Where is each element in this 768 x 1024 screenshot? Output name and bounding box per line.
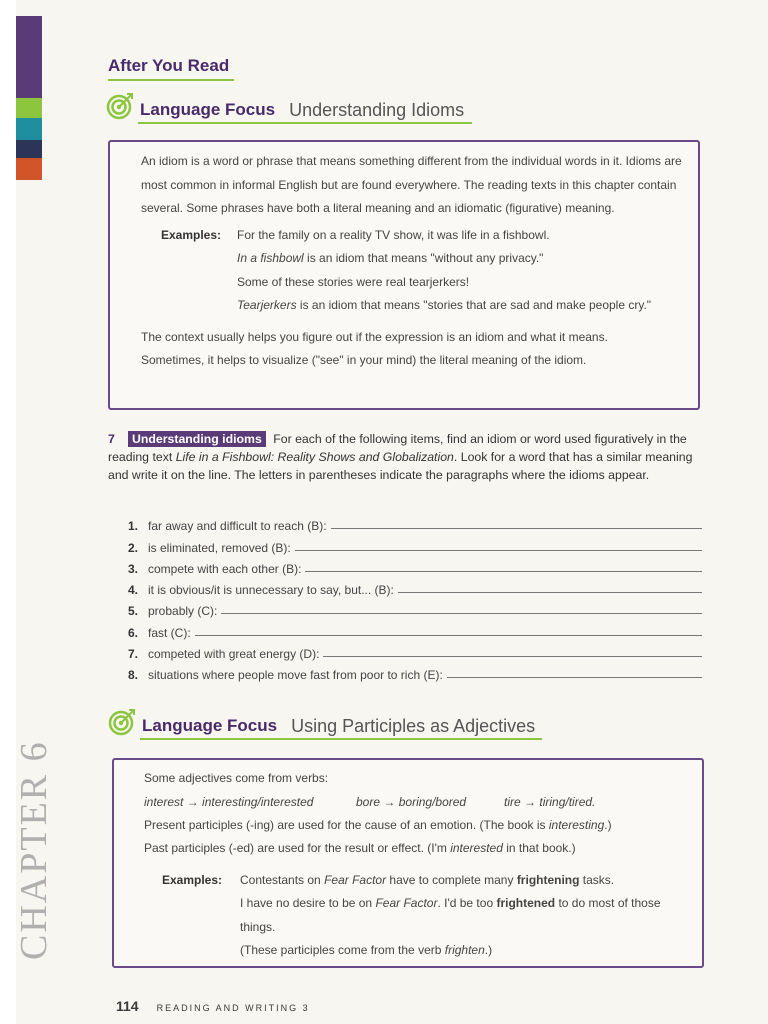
answer-row (128, 555, 702, 576)
verb-conversion: tire → tiring/tired. (504, 794, 596, 809)
item-number: 6. (128, 625, 139, 640)
chapter-tab-teal (16, 118, 42, 140)
idioms-info-box (108, 140, 700, 410)
item-prompt: it is obvious/it is unnecessary to say, but... (B): (148, 583, 394, 598)
reading-title: Life in a Fishbowl: Reality Shows and Globalization (175, 450, 454, 464)
language-focus-heading (108, 708, 535, 736)
example-sentence: I have no desire to be on Fear Factor. I'd be too frightened to do most of those (240, 896, 661, 910)
target-icon (108, 708, 136, 736)
verb-conversion: bore → boring/bored (356, 794, 467, 809)
example-sentence: Contestants on Fear Factor have to complete many frightening tasks. (240, 872, 615, 887)
example-explanation: Tearjerkers is an idiom that means "stories that are sad and make people cry." (237, 298, 652, 312)
arrow-icon: → (524, 794, 537, 809)
answer-blank[interactable] (323, 656, 702, 657)
item-number: 5. (128, 604, 139, 619)
past-participle-rule: Past participles (-ed) are used for the result or effect. (I'm interested in that book.) (144, 841, 576, 855)
example-explanation: In a fishbowl is an idiom that means "without any privacy." (237, 251, 544, 265)
item-number: 8. (128, 668, 139, 683)
arrow-icon: → (186, 794, 199, 809)
answer-blank[interactable] (195, 635, 702, 636)
participles-intro: Some adjectives come from verbs: (144, 771, 329, 785)
chapter-tab-navy (16, 140, 42, 158)
examples-label: Examples: (162, 872, 223, 887)
chapter-tab-orange (16, 158, 42, 180)
examples-block (141, 224, 684, 318)
example-note: (These participles come from the verb frighten.) (240, 943, 493, 957)
examples-block (144, 869, 688, 963)
exercise-instructions: 7 Understanding idioms For each of the following items, find an idiom or word used figuratively in the reading text Life in a Fishbowl: Reality Shows and Globalization. Look for a word that has a similar meaning and write it on the line. The letters in parentheses indicate the paragraphs where the idioms appear. (108, 432, 693, 482)
answer-row (128, 576, 702, 597)
answer-row (128, 661, 702, 682)
intro-text: An idiom is a word or phrase that means something different from the individual words in it. Idioms are most common in informal English but are found everywhere. The reading texts in this chapter contain several. Some phrases have both a literal meaning and an idiomatic (figurative) meaning. (141, 154, 682, 215)
item-prompt: competed with great energy (D): (148, 647, 320, 662)
answer-row (128, 512, 702, 533)
context-text: The context usually helps you figure out if the expression is an idiom and what it means. (141, 329, 608, 344)
page-number: 114 (116, 998, 139, 1014)
focus-subtitle: Using Participles as Adjectives (291, 716, 536, 736)
examples-lines (240, 869, 661, 963)
answer-row (128, 597, 702, 618)
heading-rule (140, 738, 542, 740)
chapter-tab-purple (16, 16, 42, 98)
answer-row (128, 533, 702, 554)
present-participle-rule: Present participles (-ing) are used for the cause of an emotion. (The book is interesting.) (144, 817, 612, 832)
exercise-number: 7 (108, 432, 115, 446)
answer-blank[interactable] (305, 571, 702, 572)
conversion-row (144, 791, 688, 814)
focus-subtitle: Understanding Idioms (289, 100, 465, 120)
language-focus-heading (106, 92, 464, 120)
exercise-badge: Understanding idioms (128, 431, 266, 447)
answer-blank[interactable] (331, 528, 702, 529)
item-prompt: situations where people move fast from poor to rich (E): (148, 668, 443, 683)
answer-blank[interactable] (295, 550, 702, 551)
item-number: 1. (128, 519, 139, 534)
item-number: 3. (128, 561, 139, 576)
section-heading: After You Read (108, 56, 234, 81)
examples-label: Examples: (161, 227, 222, 242)
item-prompt: compete with each other (B): (148, 561, 302, 576)
verb-conversion: interest → interesting/interested (144, 794, 314, 809)
item-prompt: is eliminated, removed (B): (148, 540, 291, 555)
example-sentence: Some of these stories were real tearjerkers! (237, 274, 470, 289)
answer-blank[interactable] (398, 592, 702, 593)
item-number: 4. (128, 583, 139, 598)
arrow-icon: → (383, 794, 396, 809)
chapter-tab-green (16, 98, 42, 118)
example-sentence: things. (240, 919, 276, 934)
answer-blank[interactable] (221, 613, 702, 614)
focus-title: Language Focus (140, 100, 276, 119)
item-prompt: probably (C): (148, 604, 218, 619)
context-text: Sometimes, it helps to visualize ("see" in your mind) the literal meaning of the idiom. (141, 353, 587, 367)
item-number: 2. (128, 540, 139, 555)
book-title: READING AND WRITING 3 (156, 1003, 310, 1013)
example-sentence: For the family on a reality TV show, it was life in a fishbowl. (237, 227, 550, 242)
examples-lines (237, 224, 651, 318)
item-prompt: fast (C): (148, 625, 191, 640)
heading-rule (138, 122, 472, 124)
answer-list (128, 512, 702, 682)
page-footer (116, 998, 310, 1014)
answer-blank[interactable] (447, 677, 702, 678)
item-number: 7. (128, 647, 139, 662)
answer-row (128, 618, 702, 639)
chapter-label: CHAPTER 6 (13, 740, 55, 960)
answer-row (128, 640, 702, 661)
item-prompt: far away and difficult to reach (B): (148, 519, 327, 534)
focus-title: Language Focus (142, 716, 278, 735)
participles-info-box (112, 758, 704, 968)
target-icon (106, 92, 134, 120)
